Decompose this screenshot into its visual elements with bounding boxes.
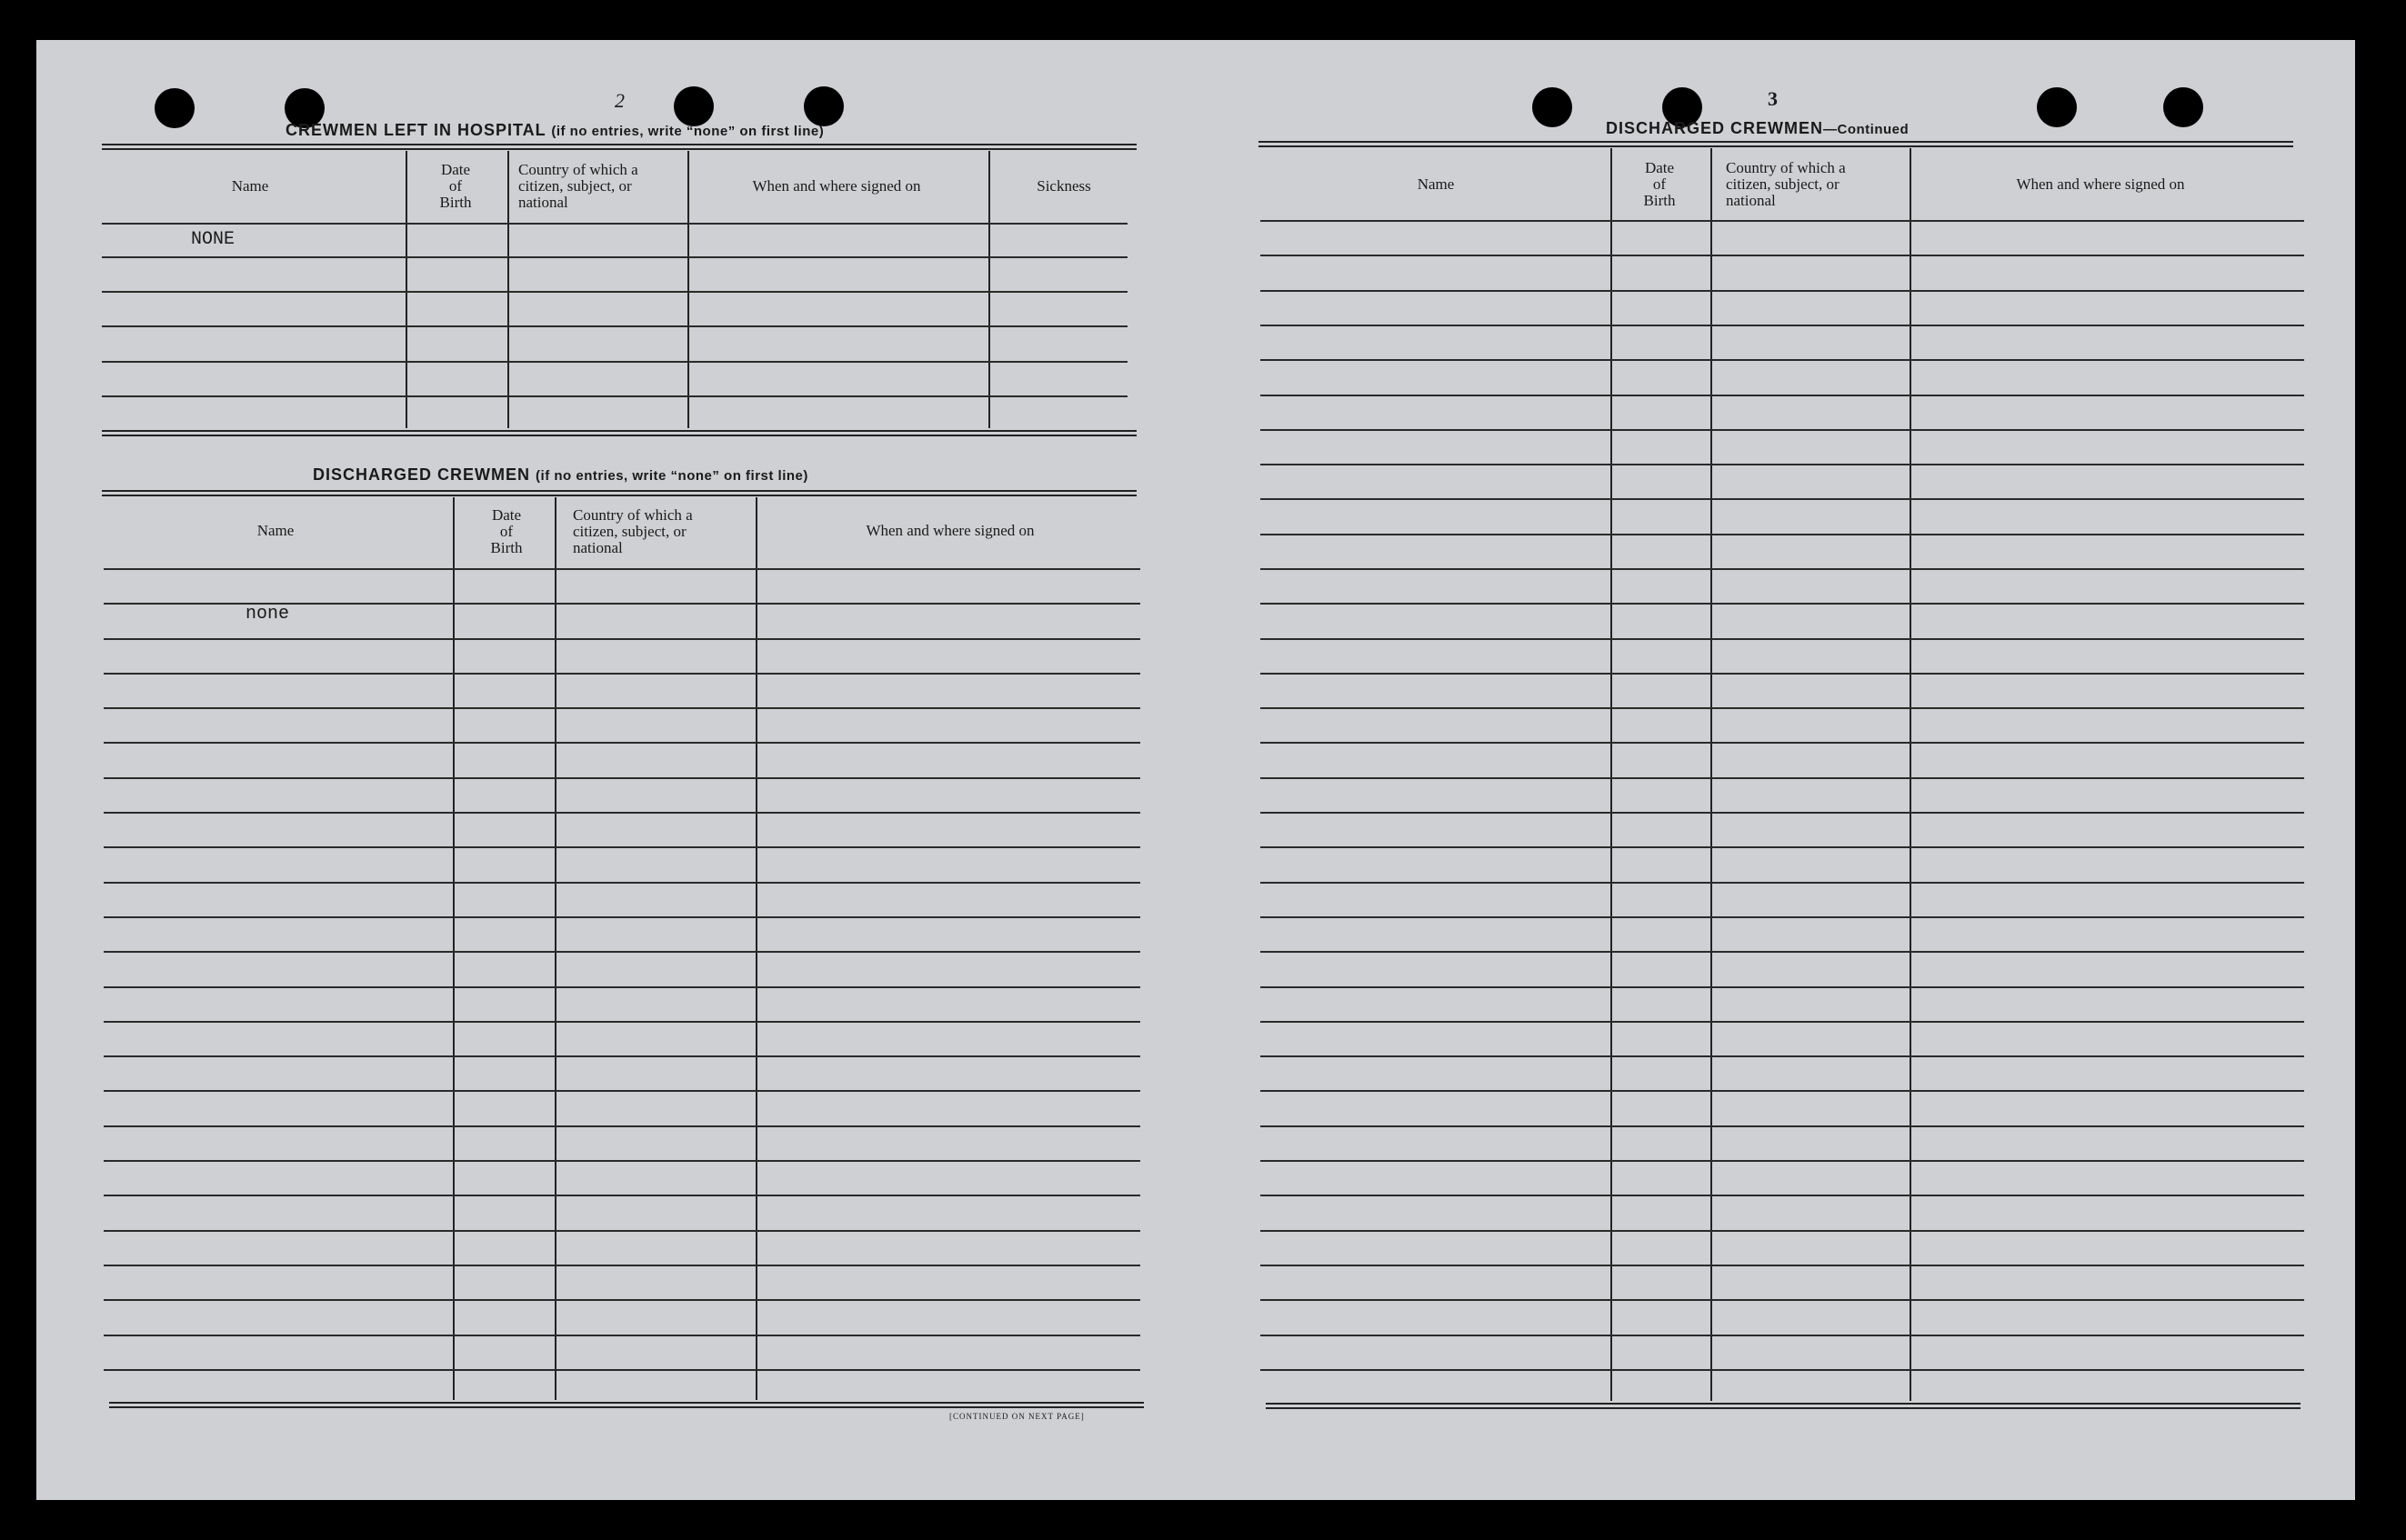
ruled-line [1260,951,2304,953]
ruled-line [104,846,1140,848]
right-col-divider [1910,148,1911,1401]
discharged-col-signed-header: When and where signed on [866,522,1035,539]
punch-hole [2163,87,2203,127]
page-number-right: 3 [1768,87,1778,110]
ruled-line [104,1125,1140,1127]
hospital-row-line [102,291,1128,293]
ruled-line [1260,707,2304,709]
hospital-entry-handwritten: NONE [191,229,236,250]
ruled-line [1260,742,2304,744]
continued-footer: [CONTINUED ON NEXT PAGE] [949,1412,1085,1421]
right-title-suffix: —Continued [1823,122,1910,137]
ruled-line [1260,220,2304,222]
hospital-col-divider [507,151,509,428]
ruled-line [104,707,1140,709]
right-col-country-header: Country of which a citizen, subject, or national [1726,159,1846,209]
ruled-line [1260,1055,2304,1057]
ruled-line [1260,395,2304,396]
ruled-line [104,951,1140,953]
ruled-line [1260,673,2304,675]
ruled-line [1260,603,2304,605]
discharged-title-text: DISCHARGED CREWMEN [313,465,531,484]
ruled-line [104,916,1140,918]
ruled-line [104,1265,1140,1266]
ruled-line [1260,359,2304,361]
ruled-line [1260,812,2304,814]
hospital-row-line [102,361,1128,363]
ruled-line [104,882,1140,884]
ruled-line [104,986,1140,988]
right-col-divider [1610,148,1612,1401]
hospital-table-top-rule [102,144,1137,150]
ruled-line [1260,882,2304,884]
ruled-line [104,1090,1140,1092]
right-col-signed-header: When and where signed on [2016,175,2185,193]
hospital-col-divider [988,151,990,428]
discharged-table-top-rule [102,490,1137,496]
ruled-line [1260,1195,2304,1196]
ruled-line [104,568,1140,570]
hospital-instruction: (if no entries, write “none” on first line) [551,124,825,139]
ruled-line [104,638,1140,640]
right-col-divider [1710,148,1712,1401]
discharged-entry-handwritten: none [246,604,290,625]
discharged-section-title [313,465,808,485]
hospital-table-bottom-rule [102,430,1137,436]
page-number-left: 2 [615,89,625,112]
ruled-line [1260,1090,2304,1092]
ruled-line [1260,325,2304,326]
ruled-line [1260,777,2304,779]
ruled-line [104,1335,1140,1336]
ruled-line [1260,1021,2304,1023]
ruled-line [104,1230,1140,1232]
ruled-line [1260,846,2304,848]
ruled-line [1260,498,2304,500]
ruled-line [1260,1265,2304,1266]
hospital-title-text: CREWMEN LEFT IN HOSPITAL [286,121,546,139]
ruled-line [1260,1160,2304,1162]
hospital-section-title [286,121,824,140]
ruled-line [1260,429,2304,431]
hospital-col-divider [687,151,689,428]
punch-hole [2037,87,2077,127]
right-title-text: DISCHARGED CREWMEN [1606,119,1824,137]
discharged-col-dob-header: Date of Birth [490,506,523,556]
ruled-line [1260,638,2304,640]
hospital-col-signed-header: When and where signed on [752,177,921,195]
ruled-line [1260,916,2304,918]
ruled-line [1260,290,2304,292]
ruled-line [1260,568,2304,570]
hospital-row-line [102,256,1128,258]
ruled-line [104,1299,1140,1301]
punch-hole [155,88,195,128]
ruled-line [1260,1125,2304,1127]
ruled-line [104,1160,1140,1162]
ruled-line [1260,1299,2304,1301]
hospital-col-divider [406,151,407,428]
ruled-line [1260,1369,2304,1371]
hospital-row-line [102,325,1128,327]
ruled-line [1260,255,2304,256]
ruled-line [104,1055,1140,1057]
ruled-line [1260,534,2304,535]
form-sheet [36,40,2355,1500]
ruled-line [104,777,1140,779]
ruled-line [1260,986,2304,988]
hospital-col-dob-header: Date of Birth [439,161,472,211]
ruled-line [104,1195,1140,1196]
right-table-top-rule [1258,141,2293,147]
hospital-col-country-header: Country of which a citizen, subject, or national [518,161,638,211]
ruled-line [104,1369,1140,1371]
ruled-line [1260,464,2304,465]
ruled-line [104,1021,1140,1023]
ruled-line [104,812,1140,814]
discharged-table-bottom-rule [109,1402,1144,1408]
ruled-line [104,673,1140,675]
right-col-dob-header: Date of Birth [1643,159,1676,209]
right-table-bottom-rule [1266,1403,2301,1409]
hospital-row-line [102,223,1128,225]
hospital-col-sickness-header: Sickness [1037,177,1091,195]
ruled-line [1260,1230,2304,1232]
ruled-line [104,742,1140,744]
right-section-title [1606,119,1909,138]
right-col-name-header: Name [1417,175,1455,193]
hospital-col-name-header: Name [231,177,269,195]
discharged-instruction: (if no entries, write “none” on first line) [536,468,808,484]
punch-hole [1532,87,1572,127]
discharged-col-country-header: Country of which a citizen, subject, or national [573,506,693,556]
hospital-row-line [102,395,1128,397]
ruled-line [1260,1335,2304,1336]
discharged-col-name-header: Name [256,522,295,539]
